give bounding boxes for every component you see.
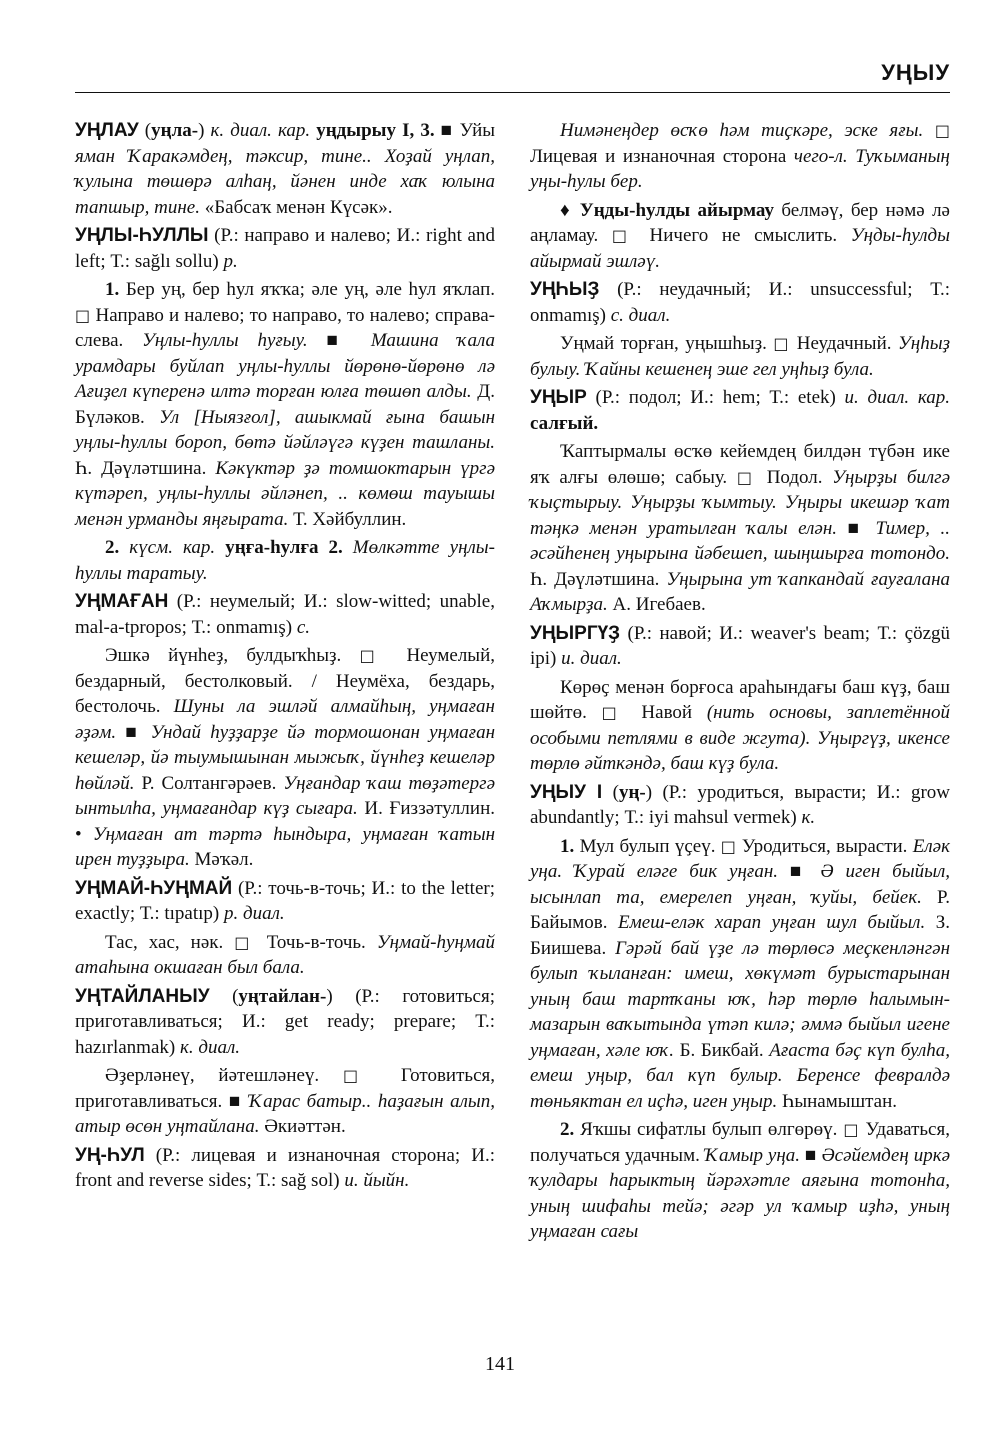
italic-text: Уңмаған ат тәртә һындыра, уңмаған ҡатын ирен туҙҙыра. <box>75 823 495 870</box>
bold-text: 2. <box>560 1119 575 1140</box>
text: Әкиәттән. <box>259 1116 346 1137</box>
italic-text: и. диал. <box>561 648 622 669</box>
italic-text: к. диал. <box>179 1036 241 1058</box>
text: Көрөҫ менән борғоса араһындағы баш күҙ, баш шөйтө. <box>530 676 950 723</box>
text: А. Игебаев. <box>607 594 706 615</box>
text: З. Биишева. <box>530 912 950 959</box>
bold-text: уңла- <box>151 120 199 141</box>
italic-text: Емеш-еләк харап уңған шул быйыл. <box>618 912 926 933</box>
italic-text: р. <box>223 250 238 272</box>
definition <box>530 118 950 195</box>
italic-text: с. <box>296 616 311 638</box>
italic-text: Ҡамыр уңа. <box>704 1144 800 1166</box>
headword: УҢҺЫҘ <box>530 279 600 300</box>
text: (Р.: подол; И.: hem; Т.: etek) <box>586 387 845 408</box>
italic-text: Мөлкәтте уңлы-һуллы таратыу. <box>75 537 495 584</box>
text: (Р.: навой; И.: weaver's beam; Т.: çözgü ipi) <box>530 622 950 669</box>
square-icon: □ <box>773 334 791 353</box>
definition <box>530 675 950 777</box>
sense-1 <box>75 277 495 532</box>
headword: УҢМАЙ-ҺУҢМАЙ <box>75 877 233 899</box>
text: Тас, хас, нәк. <box>105 931 235 953</box>
text <box>308 330 327 351</box>
entry-unyu-1 <box>530 780 950 831</box>
italic-text: к. диал. кар. <box>210 120 311 141</box>
headword: УҢЫУ I <box>530 781 603 803</box>
italic-text: Тимер, .. әсәйһенең уңырына йәбешеп, шыңшырға тотондо. <box>530 517 951 564</box>
italic-text: Еләк уңа. Ҡурай еләге бик уңған. <box>530 835 950 882</box>
headword: УҢТАЙЛАНЫУ <box>75 985 210 1007</box>
bold-text: 1. <box>560 835 575 857</box>
bold-text: 2. <box>105 537 120 558</box>
page-number: 141 <box>485 1353 515 1375</box>
italic-text: р. диал. <box>224 903 285 924</box>
italic-text: Нимәнеңдер өсҡө һәм тиҫкәре, эске яғы. <box>560 120 924 141</box>
definition <box>530 439 950 618</box>
italic-text: (нить основы, заплетённой особыми петлями в виде жгута). Уңыргүҙ, икенсе төрлө әйткәндә, баш күҙ була. <box>530 702 950 774</box>
text: ♦ <box>560 199 580 221</box>
italic-text: Уңырҙы билгә ҡыҫтырыу. Уңырҙы ҡымтыу. Уңыры икешәр ҡат тәңкә менән уратылған ҡалы елән. <box>530 466 951 539</box>
text: (Р.: неумелый; И.: slow-witted; unable, mal-a-tpropos; Т.: onmamış) <box>75 591 495 638</box>
italic-text: Машина ҡала урамдары буйлап уңлы-һуллы йөрөнө-йөрөнө лә Ағиҙел күперенә илтә торған юлға төшөп алды. <box>75 330 495 402</box>
italic-text: с. диал. <box>610 304 671 326</box>
text: ( <box>602 781 619 803</box>
sense-1 <box>530 834 950 1115</box>
text: Р. Солтангәрәев. <box>134 772 284 794</box>
text: (Р.: неудачный; И.: unsuccessful; Т.: onmamış) <box>530 279 950 326</box>
italic-text: Ә иген быйыл, ысынлап та, емерелеп уңған, ҡуйы, бейек. <box>530 861 950 908</box>
bold-text: 1. <box>105 279 120 300</box>
definition <box>75 930 495 981</box>
italic-text: Гәрәй бай үҙе лә төрлөсә меҫкенләнгән булып ҡыланған: имеш, хөкүмәт бурыстарынан уның баш тартҡаны юҡ, һәр төрлө һалымын-мазарын ваҡытында үтәп килә; әммә быйыл игене уңмаған, хәле юҡ. <box>530 937 950 1061</box>
italic-text: Уңырына ут ҡапкандай ғауғалана Аҡмырҙа. <box>530 568 950 615</box>
entry-untaylanyu <box>75 984 495 1061</box>
text: Подол. <box>757 466 833 488</box>
text: ( <box>209 985 239 1007</box>
header-rule <box>75 92 950 93</box>
bold-text: уңтайлан- <box>238 985 327 1007</box>
italic-text: Уңды-һулды айырмай эшләү. <box>530 225 950 272</box>
text <box>809 861 821 882</box>
italic-text: Кәкүктәр ҙә томшоктарын үргә күтәреп, уңлы-һуллы әйләнеп, .. көмөш тауышы менән урманды яңғырата. <box>75 457 495 530</box>
text: ) <box>198 120 211 141</box>
text: Лицевая и изнаночная сторона <box>530 145 794 167</box>
text <box>141 722 150 743</box>
text: Мул булып үҫеү. <box>574 835 721 857</box>
bold-text: уң- <box>618 781 646 803</box>
definition <box>530 331 950 382</box>
italic-text: и. диал. кар. <box>844 387 950 408</box>
bold-text: уңға-һулға 2. <box>225 537 343 558</box>
headword: УҢЫРГҮҘ <box>530 622 621 644</box>
text: (Р.: направо и налево; И.: right and left; Т.: sağlı sollu) <box>75 225 495 272</box>
square-icon: □ <box>720 836 737 856</box>
headword: УҢ-ҺУЛ <box>75 1144 145 1166</box>
text: Д. Бүләков. <box>75 381 495 428</box>
square-icon: □ <box>736 467 757 487</box>
italic-text: Уңһыҙ булыу. Ҡайны кешенең эше гел уңһыҙ була. <box>530 333 950 380</box>
text: И. Ғиззәтуллин. • <box>75 798 495 845</box>
text: ■ <box>326 330 352 351</box>
bold-text: Уңды-һулды айырмау <box>579 199 774 221</box>
text <box>352 330 371 351</box>
text: ■ <box>847 517 865 539</box>
entry-unmagan <box>75 589 495 640</box>
text: Б. Бикбай. <box>673 1039 770 1061</box>
square-icon: □ <box>601 703 627 722</box>
text: Мәҡәл. <box>189 849 254 870</box>
text: ■ <box>228 1090 243 1112</box>
text <box>215 537 225 558</box>
text <box>923 120 935 141</box>
text: Р. Байымов. <box>530 886 950 933</box>
headword: УҢМАҒАН <box>75 591 169 612</box>
square-icon: □ <box>234 932 256 952</box>
text: (Р.: точь-в-точь; И.: to the letter; exactly; Т.: tıpatıp) <box>75 877 495 924</box>
text: Уйы <box>453 120 496 141</box>
italic-text: Уңмай-һуңмай атаһына окшаған был бала. <box>75 931 495 978</box>
text: ■ <box>789 861 809 882</box>
entry-unly-hully <box>75 223 495 274</box>
running-head: УҢЫУ <box>881 60 950 85</box>
square-icon: □ <box>342 1066 378 1085</box>
square-icon: □ <box>934 121 951 140</box>
entry-unyr <box>530 385 950 436</box>
entry-un-hul <box>75 1143 495 1194</box>
square-icon: □ <box>843 1120 860 1139</box>
text: Эшкә йүнһеҙ, булдыҡһыҙ. <box>105 645 360 666</box>
text: белмәү, бер нәмә лә аңламау. <box>530 199 950 246</box>
italic-text: Шуны ла эшләй алмайһың, уңмаған әҙәм. <box>75 696 495 743</box>
text: Неудачный. <box>790 333 898 354</box>
text: Направо и налево; то направо, то налево; справа-слева. <box>75 304 495 351</box>
text: Точь-в-точь. <box>255 931 377 953</box>
italic-text: күсм. кар. <box>129 537 216 558</box>
italic-text: Ҡарас батыр.. һаҙағын алып, атыр өсөн уңтайлана. <box>75 1090 496 1137</box>
square-icon: □ <box>75 305 91 325</box>
text <box>343 537 353 558</box>
text: ■ <box>440 120 454 141</box>
text: Навой <box>626 702 707 723</box>
text: Удаваться, получаться удачным. <box>530 1119 950 1166</box>
italic-text: Әсәйемдең иркә ҡулдары һарыктың йәрәхәтле аяғына тотонһа, уның шифаһы тейә; әгәр ул ҡамыр иҙһә, уның уңмаған сағы <box>530 1144 951 1242</box>
entry-unyrguz <box>530 621 950 672</box>
text: Һ. Дәүләтшина. <box>75 457 216 479</box>
italic-text: Ағаста бәҫ күп булһа, емеш уңыр, бал күп булыр. Беренсе февралдә төньяктан ел иҫһә, иген уңыр. <box>530 1039 951 1112</box>
text <box>778 861 790 882</box>
text: Һ. Дәүләтшина. <box>530 568 667 590</box>
text: Неумелый, бездарный, бестолковый. / Неумёха, бездарь, бестолочь. <box>75 645 495 717</box>
text: Ҡаптырмалы өсҡө кейемдең билдән түбән ике яҡ алғы өлөшө; сабыу. <box>530 441 950 488</box>
entry-unlau <box>75 118 495 220</box>
text: ■ <box>125 721 142 743</box>
idiom <box>530 198 950 275</box>
sense-2 <box>75 535 495 586</box>
text: Уңмай торған, уңышһыҙ. <box>560 333 774 354</box>
italic-text: Уңлы-һуллы һуғыу. <box>142 330 308 351</box>
text: Бер уң, бер һул яҡҡа; әле уң, әле һул яҡлап. <box>119 279 495 300</box>
sense-2 <box>530 1117 950 1245</box>
headword: УҢЛАУ <box>75 120 139 141</box>
text <box>119 537 129 558</box>
definition <box>75 643 495 873</box>
text: ) (Р.: уродиться, вырасти; И.: grow abundantly; Т.: iyi mahsul vermek) <box>530 781 950 828</box>
square-icon: □ <box>611 226 636 245</box>
italic-text: Ул [Ныязғол], ашыкмай ғына башын уңлы-һуллы бороп, бөтә йәйләүгә күҙен ташланы. <box>75 406 496 453</box>
text: Т. Хәйбуллин. <box>288 508 407 530</box>
square-icon: □ <box>359 646 389 665</box>
right-column <box>530 118 950 1248</box>
text: Ничего не смыслить. <box>635 225 851 246</box>
text: Һынамыштан. <box>777 1090 898 1112</box>
italic-text: и. йыйн. <box>344 1170 410 1191</box>
headword: УҢЛЫ-ҺУЛЛЫ <box>75 225 209 246</box>
text: ■ <box>804 1144 817 1166</box>
text: (Р.: лицевая и изнаночная сторона; И.: front and reverse sides; Т.: sağ sol) <box>75 1144 495 1191</box>
headword: УҢЫР <box>530 387 587 408</box>
text <box>837 518 848 539</box>
text: Әҙерләнеү, йәтешләнеү. <box>105 1065 343 1086</box>
text: Готовиться, приготавливаться. <box>75 1065 495 1112</box>
bold-text: салғый. <box>530 412 599 434</box>
italic-text: яман Ҡаракәмдең, тәксир, тине.. Хоҙай уңлап, ҡулына төшөрә алһаң, йәнен инде хаҡ юлына тапшыр, тине. <box>75 145 495 218</box>
text: Уродиться, вырасти. <box>736 835 913 857</box>
text <box>865 518 876 539</box>
entry-unhyz <box>530 277 950 328</box>
text: ( <box>138 120 152 141</box>
left-column <box>75 118 495 1197</box>
italic-text: чего-л. Туҡыманың уңы-һулы бер. <box>530 145 950 192</box>
entry-unmay-hunmay <box>75 876 495 927</box>
text <box>242 1091 249 1112</box>
text: ) (Р.: готовиться; приготавливаться; И.: get ready; prepare; Т.: hazırlanmak) <box>75 985 495 1058</box>
italic-text: Уңғандар ҡаш төҙәтергә ынтылһа, уңмағандар күҙ сығара. <box>75 772 496 819</box>
text: «Бабсаҡ менән Күсәк». <box>200 196 393 218</box>
bold-text: уңдырыу I, 3. <box>316 120 435 141</box>
text: Яҡшы сифатлы булып өлгөрөү. <box>574 1119 844 1140</box>
italic-text: Ундай һуҙҙарҙе йә тормошонан уңмаған кешеләр, йә тыумышынан мыжыҡ, йүнһеҙ кешеләр һөйләй. <box>75 721 496 794</box>
italic-text: к. <box>801 807 816 828</box>
definition <box>75 1063 495 1140</box>
